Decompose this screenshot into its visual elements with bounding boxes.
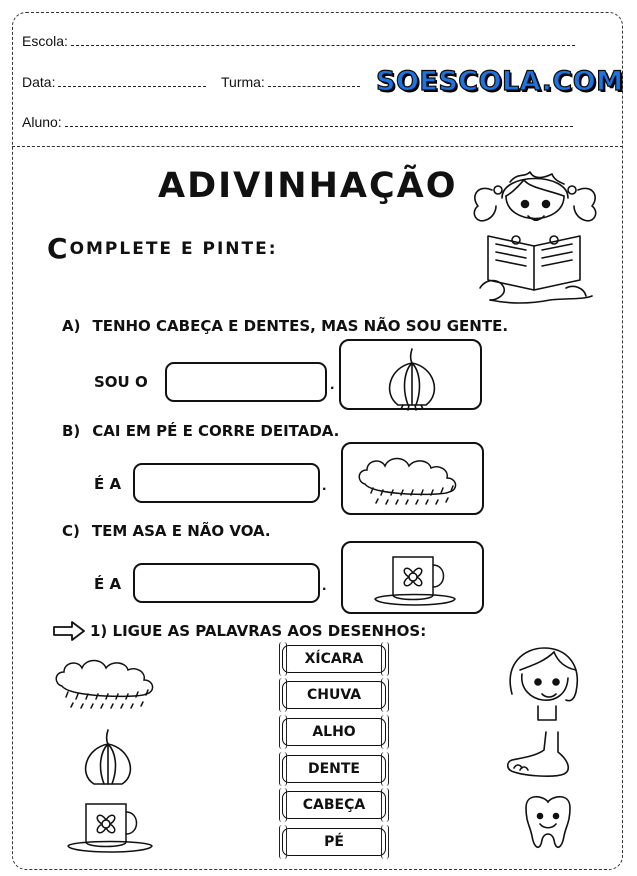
- foot-icon[interactable]: [504, 728, 588, 780]
- header-divider: [12, 146, 623, 147]
- site-logo: SOESCOLA.COM: [376, 66, 624, 97]
- answer-a-box[interactable]: [165, 362, 327, 402]
- question-c: [62, 522, 271, 540]
- data-label: Data:: [22, 74, 56, 90]
- question-b-letter: B): [62, 422, 81, 440]
- answer-c-box[interactable]: [133, 563, 320, 603]
- turma-line[interactable]: [268, 86, 360, 87]
- question-c-letter: C): [62, 522, 80, 540]
- answer-b-prefix: É A: [94, 475, 122, 493]
- answer-b-box[interactable]: [133, 463, 320, 503]
- question-b-text: CAI EM PÉ E CORRE DEITADA.: [92, 422, 340, 440]
- turma-field[interactable]: [221, 74, 360, 90]
- aluno-label: Aluno:: [22, 114, 62, 130]
- cup-icon[interactable]: [60, 798, 160, 860]
- word-dente[interactable]: DENTE: [282, 755, 386, 783]
- page-title: ADIVINHAÇÃO: [158, 166, 458, 206]
- girl-reading-icon: [470, 160, 600, 310]
- garlic-icon: [341, 341, 484, 412]
- word-cabeca[interactable]: CABEÇA: [282, 791, 386, 819]
- instruction-heading-text: OMPLETE E PINTE:: [69, 239, 278, 259]
- instruction-first-letter: C: [47, 232, 70, 265]
- escola-field[interactable]: [22, 33, 575, 49]
- question-c-picture: [341, 541, 484, 614]
- arrow-right-icon: [52, 620, 86, 642]
- turma-label: Turma:: [221, 74, 265, 90]
- girl-head-icon[interactable]: [502, 644, 584, 724]
- aluno-line[interactable]: [65, 126, 573, 127]
- escola-line[interactable]: [71, 45, 575, 46]
- rain-cloud-icon: [343, 444, 486, 517]
- garlic-icon[interactable]: [76, 726, 140, 788]
- tooth-icon[interactable]: [518, 794, 578, 856]
- question-b: [62, 422, 339, 440]
- answer-c-prefix: É A: [94, 575, 122, 593]
- word-xicara[interactable]: XÍCARA: [282, 645, 386, 673]
- data-field[interactable]: [22, 74, 206, 90]
- word-pe[interactable]: PÉ: [282, 828, 386, 856]
- matching-instruction-text: 1) LIGUE AS PALAVRAS AOS DESENHOS:: [90, 622, 427, 640]
- cup-icon: [343, 543, 486, 616]
- data-line[interactable]: [58, 86, 206, 87]
- question-a-text: TENHO CABEÇA E DENTES, MAS NÃO SOU GENTE.: [92, 317, 509, 335]
- answer-b-period: .: [322, 477, 327, 494]
- answer-a-period: .: [330, 376, 335, 393]
- matching-instruction: [52, 620, 426, 642]
- answer-c-period: .: [322, 577, 327, 594]
- escola-label: Escola:: [22, 33, 68, 49]
- aluno-field[interactable]: [22, 114, 573, 130]
- question-c-text: TEM ASA E NÃO VOA.: [91, 522, 271, 540]
- question-b-picture: [341, 442, 484, 515]
- rain-cloud-icon[interactable]: [52, 652, 164, 714]
- instruction-heading: [47, 232, 278, 265]
- question-a-letter: A): [62, 317, 81, 335]
- answer-a-prefix: SOU O: [94, 373, 148, 391]
- question-a: [62, 317, 508, 335]
- word-chuva[interactable]: CHUVA: [282, 681, 386, 709]
- question-a-picture: [339, 339, 482, 410]
- word-alho[interactable]: ALHO: [282, 718, 386, 746]
